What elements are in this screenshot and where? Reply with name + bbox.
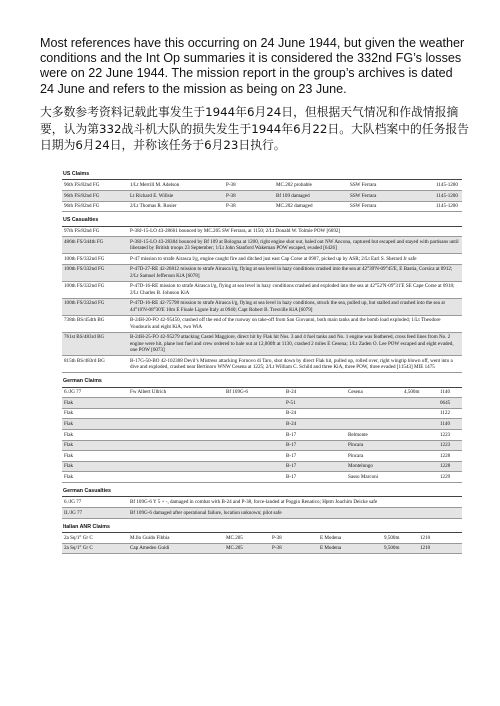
table-cell: 815th BS/483rd BG xyxy=(62,356,128,373)
table-cell: B-17 xyxy=(284,451,346,462)
table-cell xyxy=(402,440,438,451)
table-cell: B-17 xyxy=(284,429,346,440)
table-row xyxy=(62,180,462,190)
table-cell: P-47D-16-RE 42-75798 mission to strafe Airasca l/g, flying at sea level in hazy conditions, struck the sea, pulled up, but stalled and crashed into the sea at 44°10'N-08°30'E 10m E Finale Ligure Italy at 0940; Capt Robert B. Tresville KiA [6079] xyxy=(128,298,462,315)
table-cell: P-47D-16-RE mission to strafe Airasca l/g, flying at sea level in hazy conditions crashed and exploded into the sea at 42°52'N-09°31'E SE Cape Corse at 0918; 2/Lt Charles B. Johnson KiA xyxy=(128,281,462,298)
table-cell: Bf 109G-6 damaged after operational failure, location unknown; pilot safe xyxy=(128,507,462,518)
table-cell: Flak xyxy=(62,419,128,430)
table-cell: 1228 xyxy=(438,461,462,472)
table-cell: 1223 xyxy=(438,429,462,440)
table-cell: 0645 xyxy=(438,398,462,409)
table-cell: B-24 xyxy=(284,419,346,430)
table-cell: P-38 xyxy=(224,201,274,212)
table-cell: 1145-1200 xyxy=(434,201,462,212)
table-cell: 1210 xyxy=(418,543,462,554)
table-cell xyxy=(402,461,438,472)
table-cell xyxy=(224,472,284,483)
table-cell: 100th FS/332nd FG xyxy=(62,281,128,298)
table-cell: Bf 109G-6 Y 5 + -, damaged in combat with B-24 and P-38, force-landed at Poggio Renatico; Hptm Joachim Deicke safe xyxy=(128,497,462,507)
table-cell: Belmonte xyxy=(346,429,402,440)
table-row xyxy=(62,472,462,483)
table-row xyxy=(62,429,462,440)
table-cell: B-24H-25-FO 42-95279 attacking Castel Maggiore, direct hit by Flak hit Nos. 3 and 4 fuel tanks and No. 1 engine was feathered, cross feed lines from No. 2 engine were hit, plane lost fuel and crew ordered to bale out at 12,000ft at 1130, crashed 2 miles E Cesena; 1/Lt Zaden O. Lee POW escaped and eight evaded, one POW [6073] xyxy=(128,332,462,355)
table-row xyxy=(62,227,462,237)
table-row xyxy=(62,298,462,315)
table-row xyxy=(62,237,462,254)
table-cell: P-38 xyxy=(270,533,318,543)
table-cell xyxy=(224,440,284,451)
table-cell xyxy=(128,472,224,483)
table-cell: P-47 mission to strafe Airasca l/g, engine caught fire and ditched just east Cap Corse at 0907, picked up by ASR; 2/Lt Earl S. Sherard Jr safe xyxy=(128,254,462,265)
german-claims-table xyxy=(62,388,462,483)
table-cell: MC.205 xyxy=(224,543,270,554)
table-cell xyxy=(224,461,284,472)
german-casualties-table xyxy=(62,497,462,518)
table-cell: 2a Sq/1° Gr C xyxy=(62,533,128,543)
table-cell xyxy=(128,451,224,462)
table-cell: Lt Richard E. Willsie xyxy=(128,191,224,202)
table-cell: 6./JG 77 xyxy=(62,388,128,398)
table-cell: P-38 xyxy=(224,191,274,202)
italian-claims-table xyxy=(62,533,462,554)
table-cell: 1140 xyxy=(438,419,462,430)
table-cell: 96th FS/82nd FG xyxy=(62,191,128,202)
table-row xyxy=(62,398,462,409)
table-row xyxy=(62,388,462,398)
table-cell: Flak xyxy=(62,451,128,462)
table-cell xyxy=(224,408,284,419)
table-cell: 1228 xyxy=(438,451,462,462)
table-cell: Bf 109G-6 xyxy=(224,388,284,398)
table-cell: 1229 xyxy=(438,472,462,483)
table-cell: E Modena xyxy=(318,533,382,543)
german-casualties-heading: German Casualties xyxy=(62,486,462,497)
table-row xyxy=(62,497,462,507)
table-cell xyxy=(402,419,438,430)
table-cell xyxy=(346,408,402,419)
table-cell xyxy=(224,419,284,430)
table-cell: 6./JG 77 xyxy=(62,497,128,507)
intro-chinese: 大多数参考资料记载此事发生于1944年6月24日，但根据天气情况和作战情报摘要，认为第332战斗机大队的损失发生于1944年6月22日。大队档案中的任务报告日期为6月24日，并称该任务于6月23日执行。 xyxy=(40,105,469,153)
table-cell: 738th BS/454th BG xyxy=(62,315,128,332)
table-cell: 96th FS/82nd FG xyxy=(62,201,128,212)
records-sheet xyxy=(62,166,462,554)
table-cell: B-24H-20-FO 42-95450, crashed off the end of the runway on take-off from San Giovanni, both main tanks and the bomb load exploded; 1/Lt Theodore Voudouris and eight KiA, two WiA xyxy=(128,315,462,332)
table-cell: 9,500m xyxy=(382,543,418,554)
table-cell xyxy=(402,451,438,462)
table-cell: Montelungo xyxy=(346,461,402,472)
table-cell: P-38 xyxy=(270,543,318,554)
table-cell: Cap Amedeo Guidi xyxy=(128,543,224,554)
table-cell xyxy=(402,398,438,409)
table-cell xyxy=(128,419,224,430)
table-row xyxy=(62,533,462,543)
table-row xyxy=(62,451,462,462)
table-cell: 1210 xyxy=(418,533,462,543)
table-cell: MC.205 xyxy=(224,533,270,543)
table-row xyxy=(62,419,462,430)
table-cell: 100th FS/332nd FG xyxy=(62,298,128,315)
table-cell: B-17 xyxy=(284,461,346,472)
intro-english: Most references have this occurring on 24 June 1944, but given the weather conditions and the Int Op summaries it is considered the 332nd FG’s losses were on 22 June 1944. The mission report in the group’s archives is dated 24 June and refers to the mission as being on 23 June. xyxy=(40,36,465,96)
table-cell: II./JG 77 xyxy=(62,507,128,518)
table-row xyxy=(62,332,462,355)
table-cell: B-17 xyxy=(284,440,346,451)
table-cell: 97th FS/82nd FG xyxy=(62,227,128,237)
table-row xyxy=(62,254,462,265)
table-row xyxy=(62,191,462,202)
us-claims-heading: US Claims xyxy=(62,169,462,180)
table-cell: SSW Ferrara xyxy=(348,201,434,212)
table-cell: 1122 xyxy=(438,408,462,419)
table-cell: Fw Albert Ullrich xyxy=(128,388,224,398)
table-cell: B-17 xyxy=(284,472,346,483)
table-cell: Flak xyxy=(62,429,128,440)
table-cell: P-38J-15-LO 43-28384 bounced by Bf 109 at Bologna at 1200, right engine shot out, baled out NW Ancona, captured but escaped and stayed with partisans until liberated by British troops 23 September; 1/Lt John Stanford Wakeman POW escaped, evaded [6426] xyxy=(128,237,462,254)
table-cell xyxy=(346,419,402,430)
table-cell xyxy=(224,398,284,409)
table-cell xyxy=(224,429,284,440)
table-cell: Flak xyxy=(62,472,128,483)
table-cell: 1223 xyxy=(438,440,462,451)
table-row xyxy=(62,408,462,419)
table-cell: MC.202 damaged xyxy=(274,201,348,212)
table-cell xyxy=(128,461,224,472)
table-cell: Flak xyxy=(62,461,128,472)
table-cell: B-17G-50-BO 42-102388 Devil’s Mistress attacking Fornovo di Taro, shot down by direct Flak hit, pulled up, rolled over, right wingtip blown off, went into a dive and exploded, crashed near Bertinoro WNW Cesena at 1225; 2/Lt William C. Schild and three KiA, three POW, three evaded [11543] MIE 1475 xyxy=(128,356,462,373)
table-cell xyxy=(128,440,224,451)
table-cell: 761st BS/483rd BG xyxy=(62,332,128,355)
table-row xyxy=(62,201,462,212)
table-cell: P-51 xyxy=(284,398,346,409)
table-cell xyxy=(224,451,284,462)
table-cell: 9,500m xyxy=(382,533,418,543)
table-cell: SSW Ferrara xyxy=(348,180,434,190)
table-cell: 1140 xyxy=(438,388,462,398)
table-cell: Cesena xyxy=(346,388,402,398)
table-cell: 2/Lt Thomas R. Rosier xyxy=(128,201,224,212)
table-row xyxy=(62,264,462,281)
table-cell: MC.202 probable xyxy=(274,180,348,190)
table-cell xyxy=(128,408,224,419)
table-cell: Bf 109 damaged xyxy=(274,191,348,202)
table-row xyxy=(62,281,462,298)
table-cell: B-24 xyxy=(284,388,346,398)
table-row xyxy=(62,440,462,451)
table-row xyxy=(62,461,462,472)
table-cell: 100th FS/332nd FG xyxy=(62,264,128,281)
table-cell xyxy=(402,429,438,440)
table-cell xyxy=(128,429,224,440)
table-cell xyxy=(346,398,402,409)
table-cell xyxy=(128,398,224,409)
table-cell: Pincara xyxy=(346,451,402,462)
table-cell: P-38 xyxy=(224,180,274,190)
table-cell xyxy=(402,472,438,483)
table-cell: P-47D-27-RE 42-26812 mission to strafe Airasca l/g, flying at sea level in hazy conditions crashed into the sea at 42°39'N-09°45'E, E Bastia, Corsica at 0912; 2/Lt Samuel Jefferson KiA [6078] xyxy=(128,264,462,281)
table-cell: Flak xyxy=(62,408,128,419)
table-cell xyxy=(402,408,438,419)
table-row xyxy=(62,507,462,518)
table-row xyxy=(62,543,462,554)
us-casualties-table xyxy=(62,227,462,374)
table-cell: B-24 xyxy=(284,408,346,419)
table-cell: Sasso Marconi xyxy=(346,472,402,483)
us-claims-table xyxy=(62,180,462,212)
table-cell: E Modena xyxy=(318,543,382,554)
table-cell: P-38J-15-LO 43-28661 bounced by MC.205 SW Ferrara, at 1150; 2/Lt Donald W. Tolmie POW [6692] xyxy=(128,227,462,237)
table-cell: 1145-1200 xyxy=(434,180,462,190)
table-cell: M.llo Guido Fibbia xyxy=(128,533,224,543)
table-cell: 4,500m xyxy=(402,388,438,398)
table-cell: 1/Lt Merrill M. Adelson xyxy=(128,180,224,190)
table-cell: 2a Sq/1° Gr C xyxy=(62,543,128,554)
table-cell: Pincara xyxy=(346,440,402,451)
table-row xyxy=(62,356,462,373)
table-cell: 96th FS/82nd FG xyxy=(62,180,128,190)
german-claims-heading: German Claims xyxy=(62,376,462,387)
italian-claims-heading: Italian ANR Claims xyxy=(62,522,462,533)
table-cell: 100th FS/332nd FG xyxy=(62,254,128,265)
table-cell: 1145-1200 xyxy=(434,191,462,202)
table-cell: 486th FS/344th FG xyxy=(62,237,128,254)
table-row xyxy=(62,315,462,332)
table-cell: Flak xyxy=(62,398,128,409)
table-cell: SSW Ferrara xyxy=(348,191,434,202)
table-cell: Flak xyxy=(62,440,128,451)
us-casualties-heading: US Casualties xyxy=(62,215,462,226)
